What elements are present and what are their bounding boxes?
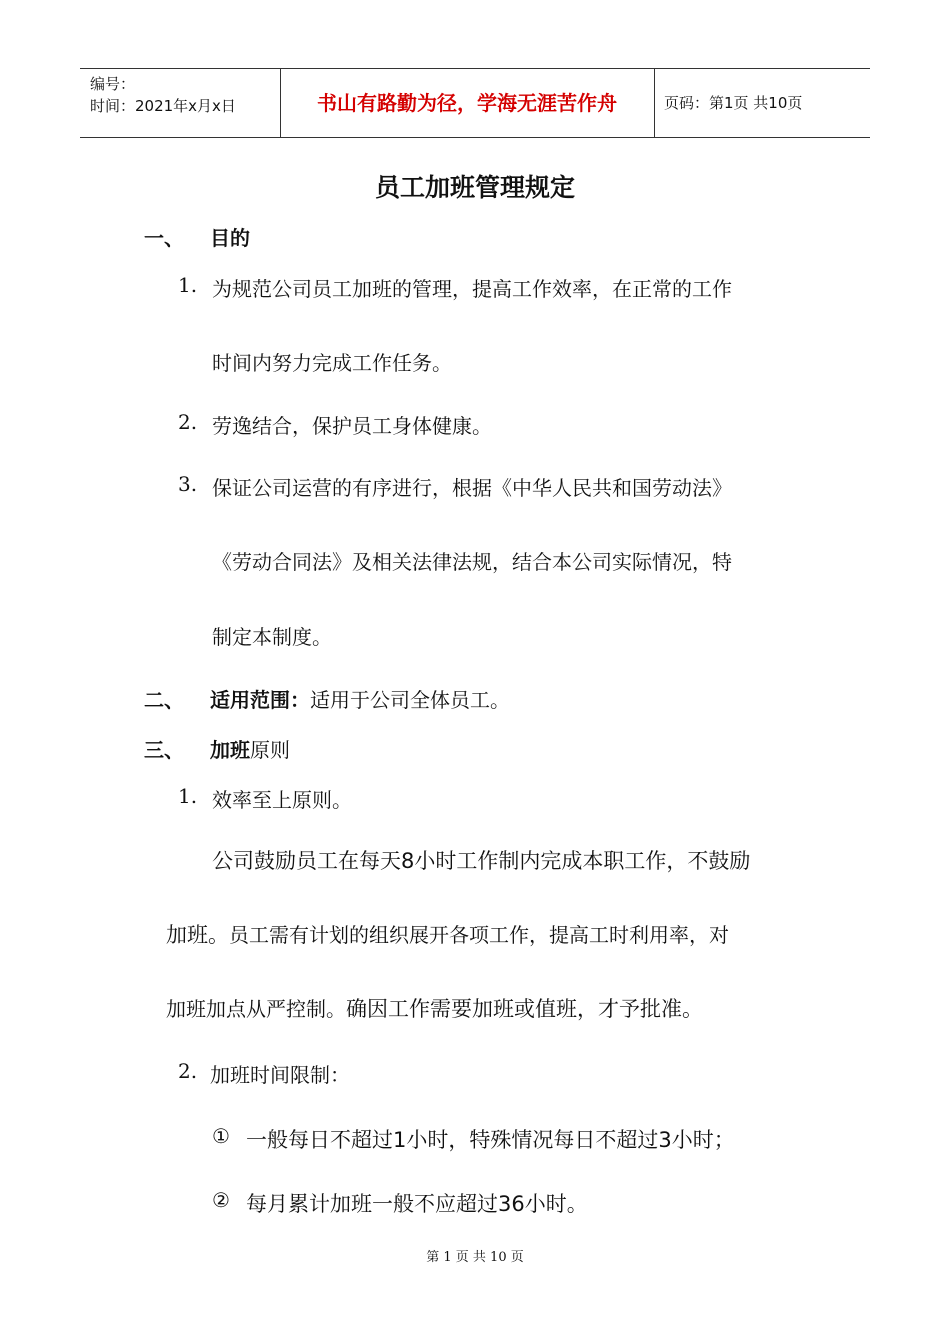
serial-label: 编号： <box>90 75 136 93</box>
item-3-line: 保证公司运营的有序进行，根据《中华人民共和国劳动法》 <box>212 476 732 500</box>
limit-2-marker: ② <box>212 1188 230 1212</box>
page-title: 员工加班管理规定 <box>374 173 575 202</box>
section-3-title <box>210 734 290 763</box>
principle-1-number: 1. <box>178 784 198 808</box>
item-2-line: 劳逸结合，保护员工身体健康。 <box>212 414 492 438</box>
item-3-line: 《劳动合同法》及相关法律法规，结合本公司实际情况，特 <box>212 550 732 574</box>
principle-1-paragraph-line: 公司鼓励员工在每天8小时工作制内完成本职工作，不鼓励 <box>212 849 751 873</box>
limit-1-marker: ① <box>212 1124 230 1148</box>
item-3-number: 3. <box>178 472 198 496</box>
limit-1-text: 一般每日不超过1小时，特殊情况每日不超过3小时； <box>246 1128 735 1152</box>
item-1-number: 1. <box>178 273 198 297</box>
principle-1-text-serif: 加班加点从严控制。 <box>166 997 346 1021</box>
document-header <box>80 68 870 138</box>
section-2-title: 适用范围： <box>210 688 310 712</box>
section-1-title: 目的 <box>210 226 250 250</box>
principle-2-title: 加班时间限制： <box>210 1063 350 1087</box>
header-page-info: 页码：第1页 共10页 <box>664 94 803 112</box>
section-2-line <box>210 684 510 713</box>
item-1-line: 时间内努力完成工作任务。 <box>212 351 452 375</box>
page-footer: 第 1 页 共 10 页 <box>426 1250 524 1265</box>
principle-1-text-sans: 加班。 <box>166 923 229 947</box>
section-3-number: 三、 <box>144 738 184 762</box>
principle-2-number: 2. <box>178 1059 198 1083</box>
header-divider <box>654 69 655 137</box>
principle-1-text-sans: 确因工作需要加班或值班，才予批准。 <box>346 997 703 1021</box>
item-3-line: 制定本制度。 <box>212 625 332 649</box>
item-2-number: 2. <box>178 410 198 434</box>
section-2-number: 二、 <box>144 688 184 712</box>
time-label: 时间：2021年x月x日 <box>90 97 236 115</box>
header-meta <box>90 73 236 117</box>
header-motto: 书山有路勤为径，学海无涯苦作舟 <box>317 91 617 115</box>
section-2-text: 适用于公司全体员工。 <box>310 688 510 712</box>
section-3-title-bold: 加班 <box>210 738 250 762</box>
limit-2-text: 每月累计加班一般不应超过36小时。 <box>246 1192 588 1216</box>
principle-1-title: 效率至上原则。 <box>212 788 352 812</box>
section-1-number: 一、 <box>144 226 184 250</box>
item-1-line: 为规范公司员工加班的管理，提高工作效率，在正常的工作 <box>212 277 732 301</box>
principle-1-text-serif: 员工需有计划的组织展开各项工作，提高工时利用率，对 <box>229 923 729 947</box>
principle-1-paragraph-line <box>166 993 703 1023</box>
section-3-title-rest: 原则 <box>250 738 290 762</box>
principle-1-paragraph-line <box>166 919 729 949</box>
